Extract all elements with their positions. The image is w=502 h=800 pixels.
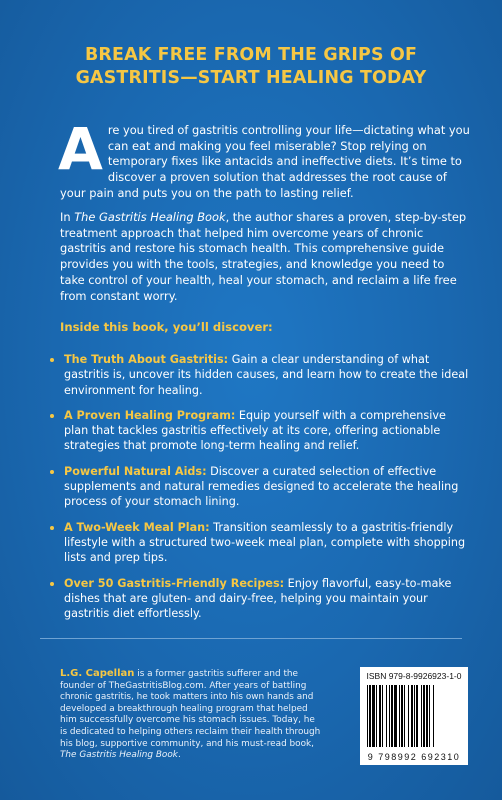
feature-lead: Over 50 Gastritis-Friendly Recipes: <box>64 576 285 590</box>
barcode-box <box>360 667 468 765</box>
feature-text: Discover a curated selection of effective supplements and natural remedies designed to accelerate the healing process of your stomach lining. <box>64 464 459 509</box>
headline-line-2: GASTRITIS—START HEALING TODAY <box>75 68 427 88</box>
bullet-dot-icon <box>50 526 54 530</box>
feature-text: Transition seamlessly to a gastritis-friendly lifestyle with a structured two-week meal plan, complete with shopping lists and prep tips. <box>64 520 466 565</box>
feature-item <box>50 576 470 622</box>
isbn-label: ISBN 979-8-9926923-1-0 <box>366 671 462 681</box>
bio-text: is a former gastritis sufferer and the founder of TheGastritisBlog.com. After years of battling chronic gastritis, he took matters into his own hands and developed a breakthrough healing program that helped him successfully overcome his stomach issues. Today, he is dedicated to helping others reclaim their health through his blog, supportive community, and his must-read book, <box>60 669 321 749</box>
feature-list <box>50 352 470 631</box>
feature-lead: Powerful Natural Aids: <box>64 464 207 478</box>
para2-book-title: The Gastritis Healing Book <box>74 210 226 224</box>
feature-text: Enjoy flavorful, easy-to-make dishes that are gluten- and dairy-free, helping you maintain your gastritis diet effortlessly. <box>64 576 452 621</box>
discover-heading: Inside this book, you’ll discover: <box>60 320 273 334</box>
bio-book-title: The Gastritis Healing Book <box>60 750 178 761</box>
feature-item <box>50 352 470 398</box>
feature-lead: A Proven Healing Program: <box>64 408 236 422</box>
feature-item <box>50 520 470 566</box>
feature-text: Gain a clear understanding of what gastritis is, uncover its hidden causes, and learn how to create the ideal environment for healing. <box>64 353 469 397</box>
bullet-dot-icon <box>50 414 54 418</box>
feature-lead: The Truth About Gastritis: <box>64 353 229 366</box>
headline <box>0 44 502 90</box>
bullet-dot-icon <box>50 358 54 362</box>
drop-cap: A <box>58 115 103 183</box>
author-name: L.G. Capellan <box>60 668 135 679</box>
para2-before: In <box>60 210 75 224</box>
bullet-dot-icon <box>50 582 54 586</box>
headline-line-1: BREAK FREE FROM THE GRIPS OF <box>84 45 418 65</box>
barcode-icon <box>364 685 464 747</box>
author-bio <box>60 668 322 762</box>
feature-lead: A Two-Week Meal Plan: <box>64 520 210 534</box>
intro-paragraph <box>58 115 470 202</box>
section-divider <box>40 638 462 639</box>
bullet-dot-icon <box>50 470 54 474</box>
intro-text: re you tired of gastritis controlling your life—dictating what you can eat and making you feel miserable? Stop relying on temporary fixes like antacids and ineffective diets. It’s time to discover a proven solution that addresses the root cause of your pain and puts you on the path to lasting relief. <box>60 123 470 200</box>
para2-after: , the author shares a proven, step-by-step treatment approach that helped him overcome years of chronic gastritis and restore his stomach health. This comprehensive guide provides you with the tools, strategies, and knowledge you need to take control of your health, heal your stomach, and reclaim a life free from constant worry. <box>60 210 467 303</box>
bio-end: . <box>177 750 181 761</box>
feature-text: Equip yourself with a comprehensive plan that tackles gastritis effectively at its core, offering actionable strategies that promote long-term healing and relief. <box>64 408 446 453</box>
feature-item <box>50 408 470 454</box>
feature-item <box>50 464 470 510</box>
barcode-number: 9 798992 692310 <box>367 752 461 762</box>
description-paragraph <box>60 210 470 304</box>
